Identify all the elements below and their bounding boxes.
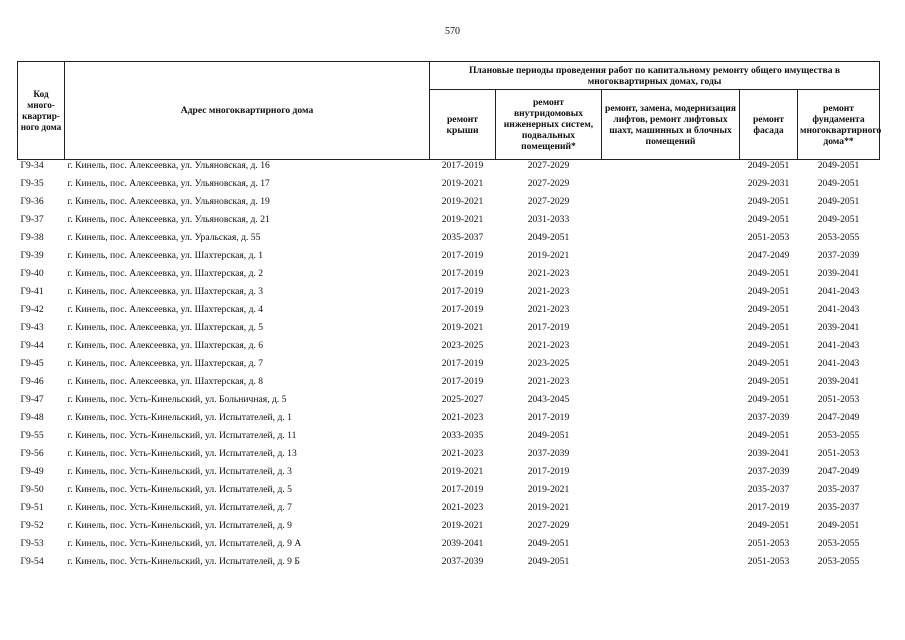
row-lifts <box>602 196 740 214</box>
row-roof: 2019-2021 <box>441 322 484 333</box>
row-roof: 2019-2021 <box>441 520 484 531</box>
row-facade: 2039-2041 <box>747 448 790 459</box>
row-foundation: 2051-2053 <box>817 448 860 459</box>
row-address: г. Кинель, пос. Усть-Кинельский, ул. Испытателей, д. 3 <box>67 466 292 477</box>
row-facade: 2035-2037 <box>747 484 790 495</box>
row-code: Г9-45 <box>20 358 44 369</box>
row-foundation: 2041-2043 <box>817 358 860 369</box>
row-facade: 2049-2051 <box>747 268 790 279</box>
row-lifts <box>602 538 740 556</box>
row-address: г. Кинель, пос. Усть-Кинельский, ул. Больничная, д. 5 <box>67 394 287 405</box>
row-systems: 2019-2021 <box>527 484 570 495</box>
row-code: Г9-51 <box>20 502 44 513</box>
row-address: г. Кинель, пос. Алексеевка, ул. Ульяновская, д. 21 <box>67 214 270 225</box>
row-lifts <box>602 304 740 322</box>
row-foundation: 2053-2055 <box>817 232 860 243</box>
row-code: Г9-46 <box>20 376 44 387</box>
row-roof: 2017-2019 <box>441 160 484 171</box>
row-systems: 2027-2029 <box>527 196 570 207</box>
row-systems: 2019-2021 <box>527 502 570 513</box>
row-code: Г9-40 <box>20 268 44 279</box>
page-number: 570 <box>445 26 460 37</box>
row-code: Г9-54 <box>20 556 44 567</box>
row-facade: 2049-2051 <box>747 358 790 369</box>
row-lifts <box>602 250 740 268</box>
row-foundation: 2047-2049 <box>817 466 860 477</box>
row-roof: 2033-2035 <box>441 430 484 441</box>
table-body <box>18 160 880 575</box>
row-roof: 2023-2025 <box>441 340 484 351</box>
table-row <box>18 178 880 196</box>
row-lifts <box>602 340 740 358</box>
row-lifts <box>602 214 740 232</box>
row-address: г. Кинель, пос. Усть-Кинельский, ул. Испытателей, д. 9 А <box>67 538 302 549</box>
row-roof: 2021-2023 <box>441 412 484 423</box>
row-address: г. Кинель, пос. Алексеевка, ул. Уральская, д. 55 <box>67 232 261 243</box>
row-address: г. Кинель, пос. Усть-Кинельский, ул. Испытателей, д. 9 Б <box>67 556 300 567</box>
row-systems: 2049-2051 <box>527 556 570 567</box>
row-address: г. Кинель, пос. Алексеевка, ул. Ульяновская, д. 19 <box>67 196 270 207</box>
table-row <box>18 466 880 484</box>
row-lifts <box>602 268 740 286</box>
header-systems: ремонт внутридомовых инженерных систем, подвальных помещений* <box>496 90 602 160</box>
row-facade: 2029-2031 <box>747 178 790 189</box>
row-foundation: 2051-2053 <box>817 394 860 405</box>
row-code: Г9-55 <box>20 430 44 441</box>
row-address: г. Кинель, пос. Алексеевка, ул. Шахтерская, д. 6 <box>67 340 264 351</box>
header-facade: ремонт фасада <box>740 90 798 160</box>
row-facade: 2049-2051 <box>747 520 790 531</box>
row-code: Г9-42 <box>20 304 44 315</box>
row-foundation: 2049-2051 <box>817 214 860 225</box>
row-lifts <box>602 448 740 466</box>
table-row <box>18 430 880 448</box>
table-row <box>18 412 880 430</box>
table-row <box>18 394 880 412</box>
row-facade: 2049-2051 <box>747 322 790 333</box>
row-systems: 2017-2019 <box>527 322 570 333</box>
table-row <box>18 358 880 376</box>
row-lifts <box>602 520 740 538</box>
header-code: Код много-квартир-ного дома <box>18 62 65 160</box>
row-foundation: 2049-2051 <box>817 196 860 207</box>
row-code: Г9-48 <box>20 412 44 423</box>
row-address: г. Кинель, пос. Усть-Кинельский, ул. Испытателей, д. 1 <box>67 412 292 423</box>
row-address: г. Кинель, пос. Алексеевка, ул. Ульяновская, д. 17 <box>67 178 270 189</box>
row-address: г. Кинель, пос. Усть-Кинельский, ул. Испытателей, д. 9 <box>67 520 292 531</box>
row-lifts <box>602 394 740 412</box>
row-facade: 2049-2051 <box>747 340 790 351</box>
table-row <box>18 322 880 340</box>
row-systems: 2027-2029 <box>527 520 570 531</box>
row-systems: 2021-2023 <box>527 376 570 387</box>
row-roof: 2037-2039 <box>441 556 484 567</box>
row-lifts <box>602 466 740 484</box>
row-facade: 2017-2019 <box>747 502 790 513</box>
row-address: г. Кинель, пос. Алексеевка, ул. Шахтерская, д. 5 <box>67 322 264 333</box>
table-row <box>18 268 880 286</box>
row-facade: 2037-2039 <box>747 412 790 423</box>
table-row <box>18 232 880 250</box>
row-address: г. Кинель, пос. Усть-Кинельский, ул. Испытателей, д. 13 <box>67 448 297 459</box>
row-facade: 2049-2051 <box>747 376 790 387</box>
row-facade: 2051-2053 <box>747 538 790 549</box>
row-foundation: 2039-2041 <box>817 322 860 333</box>
row-roof: 2019-2021 <box>441 214 484 225</box>
header-address: Адрес многоквартирного дома <box>65 62 430 160</box>
row-code: Г9-56 <box>20 448 44 459</box>
row-foundation: 2035-2037 <box>817 502 860 513</box>
row-address: г. Кинель, пос. Усть-Кинельский, ул. Испытателей, д. 5 <box>67 484 292 495</box>
row-lifts <box>602 358 740 376</box>
row-code: Г9-53 <box>20 538 44 549</box>
row-facade: 2049-2051 <box>747 304 790 315</box>
row-foundation: 2053-2055 <box>817 538 860 549</box>
row-roof: 2017-2019 <box>441 358 484 369</box>
row-lifts <box>602 556 740 574</box>
table-row <box>18 250 880 268</box>
row-roof: 2035-2037 <box>441 232 484 243</box>
row-address: г. Кинель, пос. Алексеевка, ул. Шахтерская, д. 3 <box>67 286 264 297</box>
row-foundation: 2047-2049 <box>817 412 860 423</box>
row-address: г. Кинель, пос. Алексеевка, ул. Шахтерская, д. 1 <box>67 250 264 261</box>
row-lifts <box>602 376 740 394</box>
table-header <box>18 62 880 160</box>
row-foundation: 2039-2041 <box>817 376 860 387</box>
row-systems: 2027-2029 <box>527 160 570 171</box>
row-facade: 2049-2051 <box>747 394 790 405</box>
row-foundation: 2037-2039 <box>817 250 860 261</box>
row-roof: 2017-2019 <box>441 304 484 315</box>
row-code: Г9-34 <box>20 160 44 171</box>
row-roof: 2021-2023 <box>441 502 484 513</box>
row-lifts <box>602 286 740 304</box>
row-systems: 2021-2023 <box>527 304 570 315</box>
row-address: г. Кинель, пос. Усть-Кинельский, ул. Испытателей, д. 11 <box>67 430 297 441</box>
table-row <box>18 484 880 502</box>
header-foundation: ремонт фундамента многоквартирного дома** <box>798 90 880 160</box>
row-lifts <box>602 412 740 430</box>
row-systems: 2027-2029 <box>527 178 570 189</box>
row-foundation: 2035-2037 <box>817 484 860 495</box>
row-code: Г9-37 <box>20 214 44 225</box>
row-foundation: 2039-2041 <box>817 268 860 279</box>
row-foundation: 2049-2051 <box>817 178 860 189</box>
row-roof: 2025-2027 <box>441 394 484 405</box>
row-code: Г9-35 <box>20 178 44 189</box>
row-address: г. Кинель, пос. Алексеевка, ул. Шахтерская, д. 7 <box>67 358 264 369</box>
row-address: г. Кинель, пос. Алексеевка, ул. Ульяновская, д. 16 <box>67 160 270 171</box>
row-systems: 2021-2023 <box>527 340 570 351</box>
row-systems: 2021-2023 <box>527 268 570 279</box>
row-address: г. Кинель, пос. Усть-Кинельский, ул. Испытателей, д. 7 <box>67 502 292 513</box>
row-code: Г9-52 <box>20 520 44 531</box>
row-code: Г9-41 <box>20 286 44 297</box>
row-roof: 2019-2021 <box>441 196 484 207</box>
row-systems: 2037-2039 <box>527 448 570 459</box>
row-lifts <box>602 178 740 196</box>
row-systems: 2023-2025 <box>527 358 570 369</box>
row-foundation: 2041-2043 <box>817 286 860 297</box>
row-foundation: 2053-2055 <box>817 556 860 567</box>
row-code: Г9-49 <box>20 466 44 477</box>
row-facade: 2051-2053 <box>747 232 790 243</box>
row-foundation: 2049-2051 <box>817 160 860 171</box>
row-lifts <box>602 232 740 250</box>
row-foundation: 2049-2051 <box>817 520 860 531</box>
table-row <box>18 502 880 520</box>
row-code: Г9-50 <box>20 484 44 495</box>
table-row <box>18 160 880 179</box>
header-lifts: ремонт, замена, модернизация лифтов, ремонт лифтовых шахт, машинных и блочных помещений <box>602 90 740 160</box>
row-systems: 2021-2023 <box>527 286 570 297</box>
row-foundation: 2041-2043 <box>817 304 860 315</box>
row-systems: 2049-2051 <box>527 430 570 441</box>
row-facade: 2051-2053 <box>747 556 790 567</box>
row-roof: 2019-2021 <box>441 178 484 189</box>
row-facade: 2047-2049 <box>747 250 790 261</box>
header-periods-group: Плановые периоды проведения работ по капитальному ремонту общего имущества в многоквартирных домах, годы <box>430 62 880 90</box>
row-systems: 2031-2033 <box>527 214 570 225</box>
row-roof: 2019-2021 <box>441 466 484 477</box>
row-roof: 2017-2019 <box>441 484 484 495</box>
row-systems: 2049-2051 <box>527 538 570 549</box>
row-foundation: 2041-2043 <box>817 340 860 351</box>
row-code: Г9-47 <box>20 394 44 405</box>
table-row <box>18 214 880 232</box>
table-row <box>18 340 880 358</box>
row-roof: 2017-2019 <box>441 268 484 279</box>
header-roof: ремонт крыши <box>430 90 496 160</box>
row-lifts <box>602 502 740 520</box>
row-roof: 2017-2019 <box>441 250 484 261</box>
row-roof: 2017-2019 <box>441 286 484 297</box>
row-roof: 2021-2023 <box>441 448 484 459</box>
table-row <box>18 538 880 556</box>
row-lifts <box>602 160 740 179</box>
table-row <box>18 286 880 304</box>
row-address: г. Кинель, пос. Алексеевка, ул. Шахтерская, д. 8 <box>67 376 264 387</box>
row-systems: 2017-2019 <box>527 412 570 423</box>
row-systems: 2019-2021 <box>527 250 570 261</box>
table-row <box>18 448 880 466</box>
table-row <box>18 196 880 214</box>
row-code: Г9-36 <box>20 196 44 207</box>
capital-repair-table <box>17 61 880 574</box>
row-address: г. Кинель, пос. Алексеевка, ул. Шахтерская, д. 2 <box>67 268 264 279</box>
row-systems: 2043-2045 <box>527 394 570 405</box>
row-roof: 2039-2041 <box>441 538 484 549</box>
row-lifts <box>602 430 740 448</box>
row-facade: 2049-2051 <box>747 196 790 207</box>
row-systems: 2017-2019 <box>527 466 570 477</box>
row-lifts <box>602 322 740 340</box>
row-systems: 2049-2051 <box>527 232 570 243</box>
row-code: Г9-44 <box>20 340 44 351</box>
row-facade: 2049-2051 <box>747 430 790 441</box>
table-row <box>18 376 880 394</box>
table-row <box>18 520 880 538</box>
table-row <box>18 556 880 574</box>
table-row <box>18 304 880 322</box>
row-address: г. Кинель, пос. Алексеевка, ул. Шахтерская, д. 4 <box>67 304 264 315</box>
row-facade: 2037-2039 <box>747 466 790 477</box>
row-code: Г9-39 <box>20 250 44 261</box>
row-roof: 2017-2019 <box>441 376 484 387</box>
row-code: Г9-38 <box>20 232 44 243</box>
row-code: Г9-43 <box>20 322 44 333</box>
row-foundation: 2053-2055 <box>817 430 860 441</box>
row-lifts <box>602 484 740 502</box>
row-facade: 2049-2051 <box>747 214 790 225</box>
row-facade: 2049-2051 <box>747 286 790 297</box>
row-facade: 2049-2051 <box>747 160 790 171</box>
